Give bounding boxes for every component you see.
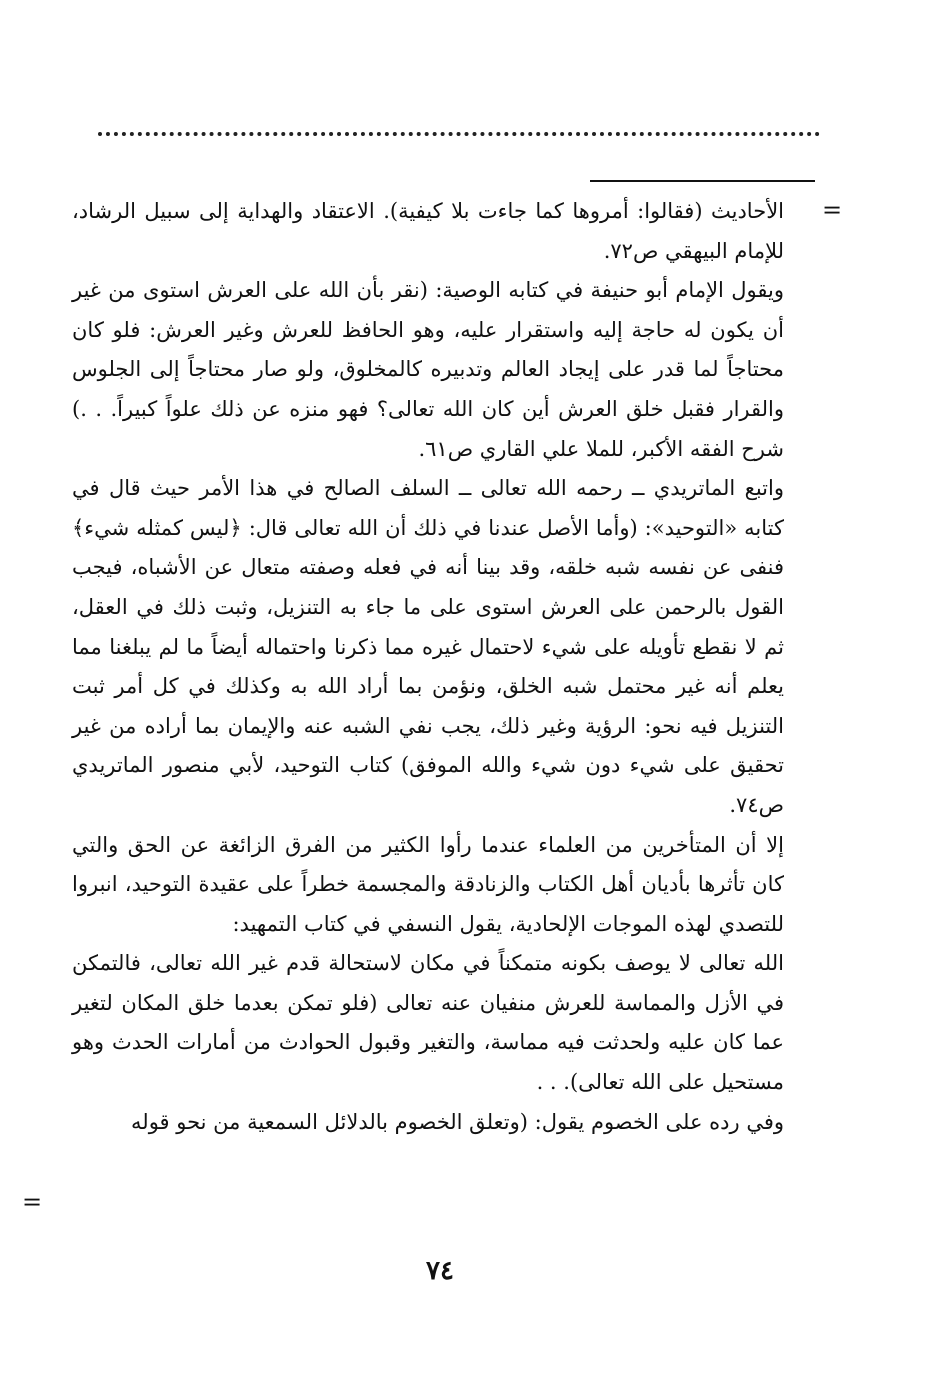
footnote-text-block bbox=[72, 192, 784, 1237]
footnote-separator-rule bbox=[590, 180, 815, 182]
footnote-paragraph: الأحاديث (فقالوا: أمروها كما جاءت بلا كيفية). الاعتقاد والهداية إلى سبيل الرشاد، للإمام البيهقي ص٧٢. bbox=[72, 199, 784, 263]
page-number: ٧٤ bbox=[426, 1256, 454, 1286]
continuation-mark-bottom: = bbox=[22, 1188, 43, 1216]
footnote-paragraph: إلا أن المتأخرين من العلماء عندما رأوا الكثير من الفرق الزائغة عن الحق والتي كان تأثرها بأديان أهل الكتاب والزنادقة والمجسمة خطراً على عقيدة التوحيد، انبروا للتصدي لهذه الموجات الإلحادية، يقول النسفي في كتاب التمهيد: bbox=[72, 832, 784, 936]
continuation-mark-top: = bbox=[822, 196, 843, 224]
header-dotted-rule bbox=[98, 132, 820, 136]
footnote-paragraph: واتبع الماتريدي ــ رحمه الله تعالى ــ السلف الصالح في هذا الأمر حيث قال في كتابه «التوحيد»: (وأما الأصل عندنا في ذلك أن الله تعالى قال: ﴿ليس كمثله شيء﴾ فنفى عن نفسه شبه خلقه، وقد بينا أنه في فعله وصفته متعال عن الأشباه، فيجب القول بالرحمن على العرش استوى على ما جاء به التنزيل، وثبت ذلك في العقل، ثم لا نقطع تأويله على شيء لاحتمال غيره مما ذكرنا واحتماله أيضاً ما لم يبلغنا مما يعلم أنه غير محتمل شبه الخلق، ونؤمن بما أراد الله به وكذلك في كل أمر ثبت التنزيل فيه نحو: الرؤية وغير ذلك، يجب نفي الشبه عنه والإيمان بما أراده من غير تحقيق على شيء دون شيء والله الموفق) كتاب التوحيد، لأبي منصور الماتريدي ص٧٤. bbox=[72, 476, 784, 817]
footnote-paragraph: وفي رده على الخصوم يقول: (وتعلق الخصوم بالدلائل السمعية من نحو قوله bbox=[131, 1109, 784, 1134]
footnote-paragraph: ويقول الإمام أبو حنيفة في كتابه الوصية: (نقر بأن الله على العرش استوى من غير أن يكون له حاجة إليه واستقرار عليه، وهو الحافظ للعرش وغير العرش: فلو كان محتاجاً لما قدر على إيجاد العالم وتدبيره كالمخلوق، ولو صار محتاجاً إلى الجلوس والقرار فقبل خلق العرش أين كان الله تعالى؟ فهو منزه عن ذلك علواً كبيراً. . .) شرح الفقه الأكبر، للملا علي القاري ص٦١. bbox=[72, 278, 784, 461]
footnote-paragraph: الله تعالى لا يوصف بكونه متمكناً في مكان لاستحالة قدم غير الله تعالى، فالتمكن في الأزل والمماسة للعرش منفيان عنه تعالى (فلو تمكن بعدما خلق المكان لتغير عما كان عليه ولحدثت فيه مماسة، والتغير وقبول الحوادث من أمارات الحدث وهو مستحيل على الله تعالى). . . bbox=[72, 951, 784, 1095]
